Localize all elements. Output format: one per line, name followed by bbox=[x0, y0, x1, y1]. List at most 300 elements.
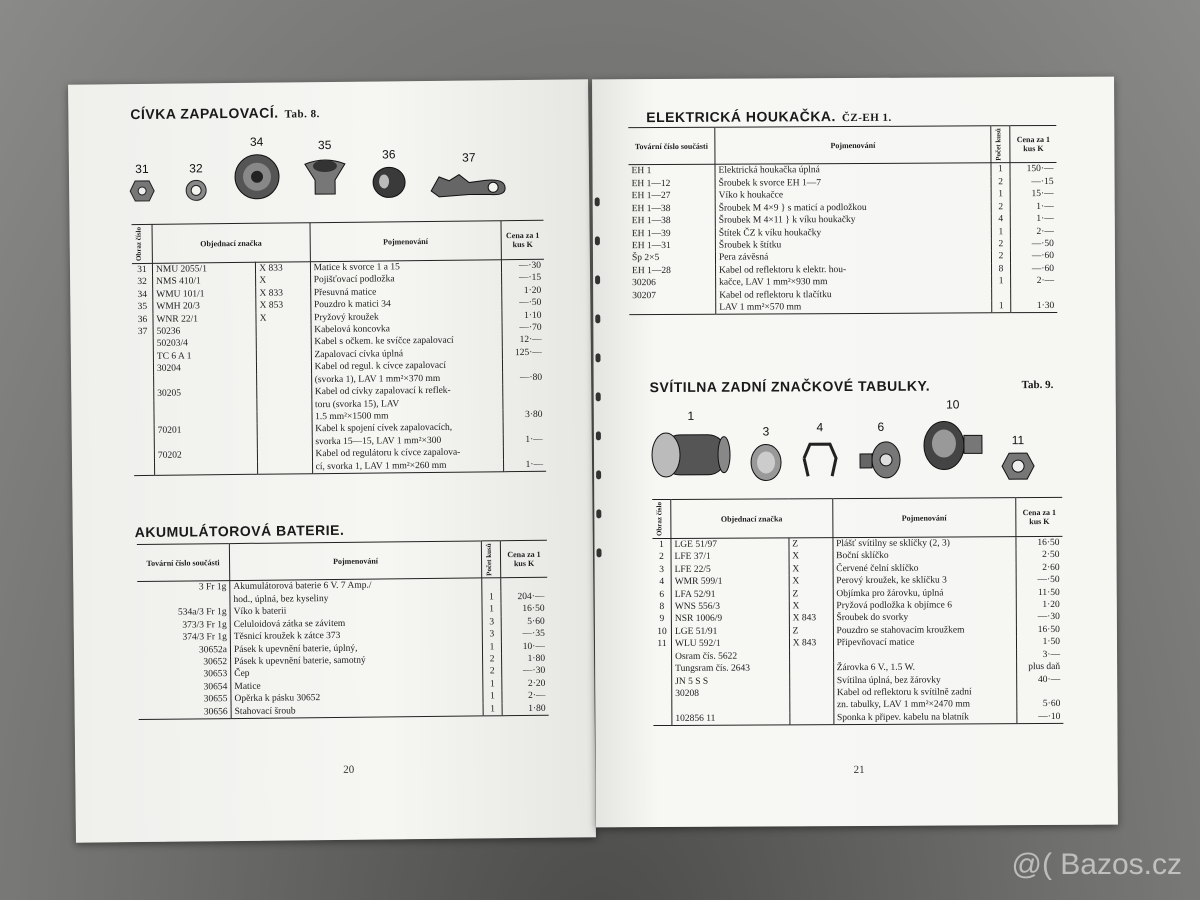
code-cell: 373/3 Fr 1g bbox=[138, 619, 231, 632]
part-10: 10 bbox=[920, 397, 986, 481]
battery-section-title: AKUMULÁTOROVÁ BATERIE. bbox=[134, 521, 345, 541]
code-cell bbox=[257, 424, 311, 437]
code-cell: Kabel od reflektoru k tlačítku bbox=[716, 288, 992, 302]
lamp-housing-icon bbox=[648, 427, 734, 483]
price-cell: 1·20 bbox=[523, 285, 542, 296]
code-cell: Osram čís. 5622 bbox=[672, 650, 790, 663]
price-cell: —·50 bbox=[1031, 238, 1054, 249]
lens-icon bbox=[748, 442, 784, 482]
code-cell: EH 1—27 bbox=[629, 190, 716, 203]
code-cell bbox=[257, 361, 311, 374]
sleeve-icon bbox=[301, 156, 349, 201]
code-cell: 30207 bbox=[629, 289, 716, 302]
code-cell: Tungsram čís. 2643 bbox=[672, 662, 790, 675]
code-cell: 30652a bbox=[138, 644, 231, 657]
code-cell: WNR 22/1 bbox=[153, 312, 256, 325]
code-cell bbox=[257, 349, 311, 362]
pos-cell bbox=[134, 462, 155, 475]
qty-cell: 1 bbox=[483, 703, 502, 716]
code-cell bbox=[256, 324, 310, 337]
price-cell: 150·— bbox=[1026, 164, 1054, 175]
code-cell: X bbox=[256, 275, 310, 288]
code-cell: 30652 bbox=[138, 656, 231, 669]
price-cell: 2·— bbox=[527, 690, 546, 702]
code-cell: Kabel od reflektoru k elektr. hou- bbox=[716, 263, 992, 277]
table-row bbox=[629, 300, 1057, 315]
code-cell: 70201 bbox=[154, 424, 257, 437]
col-header-price: Cena za 1 kus K bbox=[1016, 497, 1063, 536]
qty-cell: 1 bbox=[482, 641, 501, 654]
price-cell bbox=[503, 421, 546, 434]
watermark-logo: @( Bazos.cz bbox=[1011, 848, 1182, 881]
code-cell bbox=[155, 461, 258, 475]
code-cell: Víko k houkačce bbox=[715, 189, 991, 203]
code-cell: Pera závěsná bbox=[715, 251, 991, 265]
code-cell: 70202 bbox=[154, 449, 257, 462]
code-cell: WNS 556/3 bbox=[671, 600, 789, 613]
price-cell bbox=[503, 384, 546, 397]
pos-cell: 11 bbox=[653, 638, 672, 651]
pos-cell: 36 bbox=[132, 314, 153, 327]
tail-lamp-tab-label: Tab. 9. bbox=[1021, 378, 1054, 392]
code-cell: Opěrka k pásku 30652 bbox=[231, 691, 483, 706]
part-34: 34 bbox=[233, 135, 282, 201]
code-cell: Kabel od regul. k cívce zapalovací bbox=[311, 359, 503, 373]
code-cell: EH 1—31 bbox=[629, 240, 716, 253]
pos-cell: 10 bbox=[653, 626, 672, 639]
col-header-qty: Počet kusů bbox=[991, 126, 1010, 164]
pos-cell bbox=[653, 663, 672, 676]
price-cell: 3·— bbox=[1042, 649, 1061, 660]
code-cell: Perový kroužek, ke sklíčku 3 bbox=[833, 574, 1016, 587]
code-cell: 30653 bbox=[138, 668, 231, 681]
price-cell: —·30 bbox=[1037, 612, 1060, 623]
left-parts-illustration bbox=[129, 132, 524, 202]
code-cell: NSR 1006/9 bbox=[671, 613, 789, 626]
rubber-ring-icon bbox=[371, 165, 407, 199]
code-cell: Z bbox=[789, 538, 833, 551]
pos-cell: 37 bbox=[133, 326, 154, 339]
pos-cell bbox=[134, 450, 155, 463]
code-cell bbox=[257, 386, 311, 399]
code-cell: Plášť svítilny se sklíčky (2, 3) bbox=[833, 537, 1016, 551]
part-1: 1 bbox=[648, 409, 734, 483]
pos-cell bbox=[133, 413, 154, 426]
price-cell: 15·— bbox=[1031, 189, 1054, 200]
code-cell: X bbox=[789, 575, 833, 588]
code-cell: WMR 599/1 bbox=[671, 576, 789, 589]
price-cell: 1·— bbox=[525, 434, 543, 445]
code-cell: LAV 1 mm²×570 mm bbox=[716, 300, 992, 314]
qty-cell: 2 bbox=[991, 251, 1010, 264]
code-cell: Stahovací šroub bbox=[231, 703, 483, 719]
qty-cell: 1 bbox=[992, 300, 1011, 313]
code-cell: 30654 bbox=[138, 681, 231, 694]
code-cell bbox=[154, 399, 257, 412]
code-cell: 1.5 mm²×1500 mm bbox=[312, 409, 504, 423]
code-cell: Pásek k upevnění baterie, úplný, bbox=[230, 641, 482, 656]
spring-washer-icon bbox=[183, 179, 209, 201]
qty-cell: 1 bbox=[991, 188, 1010, 201]
code-cell: X 853 bbox=[256, 299, 310, 312]
code-cell bbox=[256, 337, 310, 350]
price-cell: 1·80 bbox=[527, 653, 546, 664]
pos-cell bbox=[133, 338, 154, 351]
code-cell: WMU 101/1 bbox=[153, 288, 256, 301]
part-11: 11 bbox=[1000, 433, 1036, 481]
code-cell: EH 1 bbox=[628, 165, 715, 178]
code-cell: cí, svorka 1, LAV 1 mm²×260 mm bbox=[312, 459, 504, 474]
col-header-qty: Počet kusů bbox=[481, 541, 500, 579]
price-cell: 10·— bbox=[522, 641, 546, 652]
pos-cell: 6 bbox=[653, 589, 672, 602]
code-cell: Kabel od regulátoru k cívce zapalova- bbox=[312, 446, 504, 460]
code-cell: EH 1—38 bbox=[629, 202, 716, 215]
code-cell: X 843 bbox=[789, 637, 833, 650]
code-cell: Štítek ČZ k víku houkačky bbox=[715, 226, 991, 240]
code-cell: 374/3 Fr 1g bbox=[138, 631, 231, 644]
pos-cell bbox=[653, 675, 672, 688]
threaded-nut-icon bbox=[233, 153, 282, 202]
pos-cell: 34 bbox=[132, 289, 153, 302]
code-cell: X bbox=[789, 600, 833, 613]
bulb-holder-icon bbox=[856, 438, 906, 482]
price-cell: 2·— bbox=[1036, 276, 1055, 287]
part-3: 3 bbox=[748, 424, 784, 482]
price-cell: 5·60 bbox=[527, 616, 545, 627]
code-cell: NMU 2055/1 bbox=[152, 262, 255, 276]
col-header-price: Cena za 1 kus K bbox=[500, 540, 547, 578]
code-cell: Boční sklíčko bbox=[833, 550, 1016, 563]
qty-cell: 2 bbox=[991, 238, 1010, 251]
price-cell: 40·— bbox=[1037, 674, 1061, 685]
pos-cell: 9 bbox=[653, 613, 672, 626]
price-cell: 2·20 bbox=[527, 678, 546, 689]
price-cell: 11·50 bbox=[1037, 587, 1060, 598]
pos-cell: 3 bbox=[653, 564, 672, 577]
price-cell: 3·80 bbox=[525, 409, 543, 420]
cable-lug-icon bbox=[429, 168, 509, 199]
code-cell: Kabel k spojení cívek zapalovacích, bbox=[312, 422, 504, 436]
pos-cell: 4 bbox=[653, 576, 672, 589]
battery-table bbox=[137, 540, 549, 720]
pos-cell: 35 bbox=[132, 301, 153, 314]
price-cell: 1·10 bbox=[524, 310, 542, 321]
pos-cell bbox=[133, 363, 154, 376]
pos-cell: 31 bbox=[132, 263, 153, 276]
col-header-name: Pojmenování bbox=[310, 221, 502, 262]
part-6: 6 bbox=[856, 420, 906, 482]
price-cell bbox=[1011, 287, 1058, 300]
code-cell: EH 1—39 bbox=[629, 227, 716, 240]
code-cell: LFE 22/5 bbox=[671, 563, 789, 576]
code-cell: Žárovka 6 V., 1.5 W. bbox=[833, 661, 1016, 674]
qty-cell: 1 bbox=[992, 275, 1011, 288]
code-cell bbox=[154, 412, 257, 425]
code-cell: LFE 37/1 bbox=[671, 551, 789, 564]
hex-nut-icon bbox=[1000, 451, 1036, 481]
part-36: 36 bbox=[371, 147, 408, 199]
price-cell: 1·80 bbox=[528, 703, 546, 714]
code-cell: X 843 bbox=[789, 613, 833, 626]
price-cell: 2·60 bbox=[1042, 562, 1060, 573]
price-cell: —·10 bbox=[1038, 711, 1061, 722]
code-cell bbox=[257, 411, 311, 424]
code-cell: Pojišťovací podložka bbox=[310, 273, 502, 287]
right-parts-illustration bbox=[648, 397, 1050, 483]
code-cell: Pouzdro se stahovacím kroužkem bbox=[833, 624, 1016, 637]
code-cell: WLU 592/1 bbox=[671, 638, 789, 651]
code-cell: EH 1—38 bbox=[629, 215, 716, 228]
code-cell: Šp 2×5 bbox=[629, 252, 716, 265]
price-cell: 1·50 bbox=[1042, 637, 1061, 648]
qty-cell: 4 bbox=[991, 213, 1010, 226]
code-cell: Šroubek do svorky bbox=[833, 612, 1016, 625]
qty-cell: 2 bbox=[991, 176, 1010, 189]
qty-cell: 2 bbox=[991, 201, 1010, 214]
code-cell: 30205 bbox=[154, 387, 257, 400]
code-cell: X bbox=[789, 563, 833, 576]
price-cell bbox=[503, 446, 546, 459]
price-cell: —·60 bbox=[1031, 263, 1055, 274]
price-cell: 204·— bbox=[517, 591, 545, 602]
qty-cell: 1 bbox=[482, 591, 501, 604]
left-page bbox=[68, 79, 596, 842]
left-page-number: 20 bbox=[343, 763, 355, 776]
code-cell: Červené čelní sklíčko bbox=[833, 562, 1016, 575]
code-cell: JN 5 S S bbox=[672, 675, 790, 688]
right-title: ELEKTRICKÁ HOUKAČKA. ČZ-EH 1. bbox=[646, 108, 892, 126]
code-cell: Objímka pro žárovku, úplná bbox=[833, 587, 1016, 600]
qty-cell: 2 bbox=[483, 653, 502, 666]
price-cell: 5·60 bbox=[1042, 699, 1061, 710]
part-37: 37 bbox=[429, 150, 509, 199]
code-cell: 50203/4 bbox=[153, 337, 256, 350]
price-cell: 1·30 bbox=[1036, 300, 1055, 311]
qty-cell: 2 bbox=[483, 666, 502, 679]
qty-cell: 8 bbox=[992, 263, 1011, 276]
code-cell: Z bbox=[789, 588, 833, 601]
code-cell: Zapalovací cívka úplná bbox=[311, 347, 503, 361]
code-cell bbox=[257, 436, 311, 449]
code-cell: Šroubek k štítku bbox=[715, 238, 991, 252]
code-cell: Čep bbox=[231, 666, 483, 681]
qty-cell: 1 bbox=[991, 226, 1010, 239]
code-cell: Kabel od cívky zapalovací k reflek- bbox=[311, 384, 503, 398]
code-cell bbox=[629, 302, 716, 315]
qty-cell bbox=[482, 578, 501, 591]
pos-cell: 32 bbox=[132, 276, 153, 289]
code-cell: Víko k baterii bbox=[230, 604, 482, 619]
code-cell: 534a/3 Fr 1g bbox=[138, 606, 231, 619]
price-cell: —·80 bbox=[519, 372, 543, 383]
price-cell: —·15 bbox=[518, 273, 542, 284]
code-cell: 30204 bbox=[153, 362, 256, 375]
code-cell: Pouzdro k matici 34 bbox=[310, 297, 502, 311]
pos-cell bbox=[133, 351, 154, 364]
spring-ring-icon bbox=[798, 438, 842, 482]
code-cell: EH 1—12 bbox=[629, 178, 716, 191]
qty-cell: 1 bbox=[483, 690, 502, 703]
code-cell: 30206 bbox=[629, 277, 716, 290]
code-cell: hod., úplná, bez kyseliny bbox=[230, 591, 482, 606]
pos-cell bbox=[134, 425, 155, 438]
code-cell: 30655 bbox=[138, 693, 231, 706]
code-cell: LGE 51/97 bbox=[671, 538, 789, 552]
code-cell bbox=[790, 712, 834, 725]
col-header-part-number: Tovární číslo součásti bbox=[628, 127, 715, 165]
part-4: 4 bbox=[798, 420, 842, 482]
code-cell bbox=[789, 662, 833, 675]
code-cell: Svítilna úplná, bez žárovky bbox=[833, 674, 1016, 687]
code-cell bbox=[257, 399, 311, 412]
nut-icon bbox=[129, 180, 155, 202]
code-cell bbox=[257, 374, 311, 387]
price-cell: 1·— bbox=[1036, 201, 1054, 212]
code-cell bbox=[258, 448, 312, 461]
code-cell bbox=[789, 687, 833, 700]
ignition-coil-table bbox=[132, 220, 547, 476]
col-header-price: Cena za 1 kus K bbox=[1010, 125, 1057, 163]
code-cell: (svorka 1), LAV 1 mm²×370 mm bbox=[311, 372, 503, 386]
code-cell: Kabel s očkem. ke svíčce zapalovací bbox=[311, 335, 503, 349]
code-cell: WMH 20/3 bbox=[153, 300, 256, 313]
price-cell: 16·50 bbox=[522, 604, 545, 615]
qty-cell: 3 bbox=[482, 628, 501, 641]
code-cell: Matice k svorce 1 a 15 bbox=[310, 260, 502, 275]
code-cell: NMS 410/1 bbox=[153, 275, 256, 288]
qty-cell: 1 bbox=[991, 163, 1010, 176]
col-header-order-code: Objednací značka bbox=[671, 499, 833, 539]
qty-cell: 1 bbox=[483, 678, 502, 691]
code-cell: Pásek k upevnění baterie, samotný bbox=[231, 653, 483, 668]
pos-cell bbox=[133, 400, 154, 413]
code-cell: Celuloidová zátka se závitem bbox=[230, 616, 482, 631]
code-cell: Připevňovací matice bbox=[833, 636, 1016, 649]
price-cell bbox=[501, 578, 548, 591]
code-cell bbox=[833, 649, 1016, 662]
code-cell bbox=[789, 650, 833, 663]
code-cell: 50236 bbox=[153, 325, 256, 338]
col-header-name: Pojmenování bbox=[832, 498, 1016, 538]
code-cell bbox=[789, 675, 833, 688]
electric-horn-table bbox=[628, 125, 1057, 316]
right-page bbox=[592, 77, 1118, 828]
code-cell: Šroubek M 4×9 } s maticí a podložkou bbox=[715, 201, 991, 215]
price-cell: —·50 bbox=[1037, 575, 1060, 586]
price-cell: 12·— bbox=[519, 335, 542, 346]
code-cell: kačce, LAV 1 mm²×930 mm bbox=[716, 275, 992, 289]
qty-cell: 3 bbox=[482, 616, 501, 629]
code-cell: Z bbox=[789, 625, 833, 638]
code-cell: Pryžová podložka k objímce 6 bbox=[833, 599, 1016, 612]
code-cell: TC 6 A 1 bbox=[153, 350, 256, 363]
code-cell: LGE 51/91 bbox=[671, 625, 789, 638]
price-cell: 125·— bbox=[514, 347, 542, 358]
price-cell bbox=[1017, 686, 1064, 699]
price-cell: —·30 bbox=[522, 666, 546, 677]
code-cell: Pryžový kroužek bbox=[311, 310, 503, 324]
code-cell: Kabel od reflektoru k svítilně zadní bbox=[833, 686, 1016, 699]
code-cell: EH 1—28 bbox=[629, 264, 716, 277]
code-cell: Šroubek k svorce EH 1—7 bbox=[715, 176, 991, 190]
code-cell: toru (svorka 15), LAV bbox=[311, 397, 503, 411]
code-cell: X bbox=[789, 551, 833, 564]
qty-cell: 1 bbox=[482, 604, 501, 617]
price-cell: 16·50 bbox=[1037, 537, 1060, 549]
col-header-name: Pojmenování bbox=[229, 541, 481, 581]
price-cell bbox=[502, 359, 545, 372]
code-cell bbox=[790, 699, 834, 712]
price-cell: 1·20 bbox=[1042, 599, 1060, 611]
socket-sleeve-icon bbox=[920, 415, 986, 481]
price-cell: —·70 bbox=[519, 322, 542, 334]
code-cell: 3 Fr 1g bbox=[137, 581, 230, 595]
pos-cell: 2 bbox=[653, 551, 672, 564]
price-cell: —·15 bbox=[1031, 176, 1054, 187]
price-cell: 1·— bbox=[525, 459, 544, 470]
price-cell: —·60 bbox=[1031, 251, 1055, 262]
price-cell: 16·50 bbox=[1037, 624, 1060, 635]
price-cell: —·35 bbox=[522, 628, 545, 640]
right-page-number: 21 bbox=[853, 763, 865, 777]
pos-cell bbox=[653, 713, 672, 726]
code-cell bbox=[137, 594, 230, 607]
price-cell: —·50 bbox=[519, 298, 542, 309]
tail-lamp-section-title: SVÍTILNA ZADNÍ ZNAČKOVÉ TABULKY. bbox=[649, 377, 931, 396]
part-35: 35 bbox=[301, 138, 350, 200]
code-cell: svorka 15—15, LAV 1 mm²×300 bbox=[312, 434, 504, 448]
left-title: CÍVKA ZAPALOVACÍ. Tab. 8. bbox=[130, 104, 320, 123]
code-cell: Těsnicí kroužek k zátce 373 bbox=[230, 629, 482, 644]
part-32: 32 bbox=[183, 161, 209, 201]
code-cell bbox=[258, 461, 312, 474]
code-cell: Kabelová koncovka bbox=[311, 322, 503, 336]
pos-cell bbox=[653, 700, 672, 713]
code-cell: 102856 11 bbox=[672, 712, 790, 726]
price-cell: 2·50 bbox=[1042, 550, 1060, 561]
price-cell: —·30 bbox=[518, 260, 542, 272]
code-cell bbox=[672, 700, 790, 713]
pos-cell: 1 bbox=[652, 538, 671, 551]
code-cell: Akumulátorová baterie 6 V. 7 Amp./ bbox=[230, 578, 482, 594]
code-cell: zn. tabulky, LAV 1 mm²×2470 mm bbox=[833, 698, 1016, 711]
pos-cell bbox=[134, 438, 155, 451]
pos-cell: 8 bbox=[653, 601, 672, 614]
code-cell bbox=[154, 374, 257, 387]
code-cell: Elektrická houkačka úplná bbox=[715, 163, 991, 177]
col-header-position: Obraz číslo bbox=[652, 499, 671, 538]
code-cell: 30656 bbox=[139, 706, 232, 720]
col-header-name: Pojmenování bbox=[715, 126, 991, 165]
pos-cell bbox=[653, 688, 672, 701]
price-cell bbox=[503, 396, 546, 409]
col-header-part-number: Tovární číslo součásti bbox=[137, 544, 230, 582]
code-cell: Sponka k připev. kabelu na blatník bbox=[833, 711, 1016, 725]
table-row bbox=[653, 711, 1063, 726]
part-31: 31 bbox=[129, 162, 155, 202]
code-cell: X bbox=[256, 312, 310, 325]
col-header-price: Cena za 1 kus K bbox=[501, 220, 544, 259]
code-cell: Přesuvná matice bbox=[310, 285, 502, 299]
price-cell: 1·— bbox=[1036, 214, 1054, 225]
tail-lamp-table bbox=[652, 497, 1063, 726]
pos-cell bbox=[133, 376, 154, 389]
pos-cell bbox=[133, 388, 154, 401]
code-cell: X 833 bbox=[256, 287, 310, 300]
col-header-position: Obraz číslo bbox=[132, 224, 153, 263]
qty-cell bbox=[992, 288, 1011, 301]
